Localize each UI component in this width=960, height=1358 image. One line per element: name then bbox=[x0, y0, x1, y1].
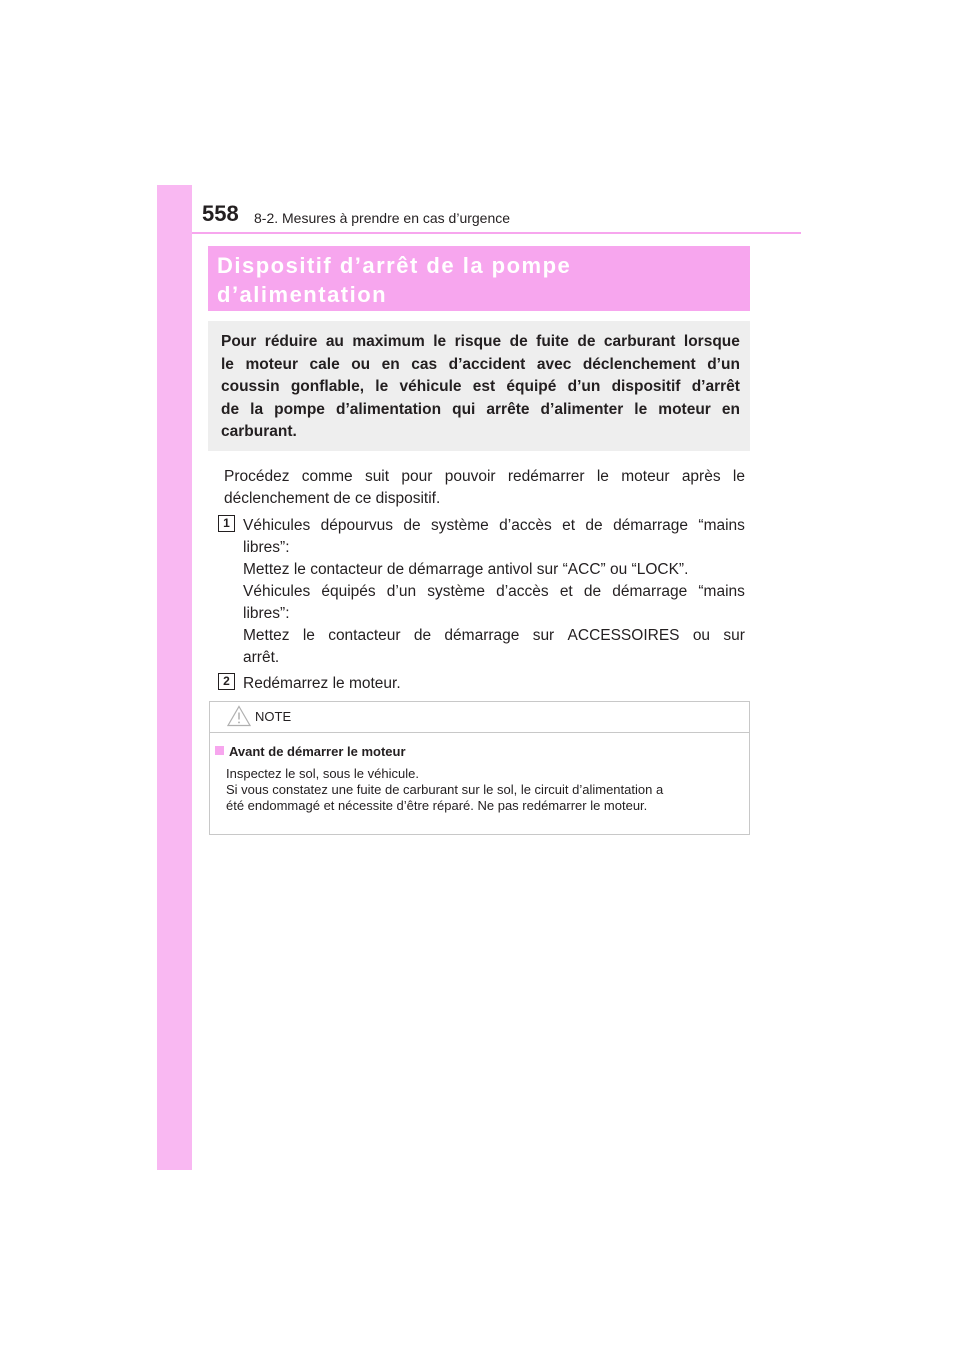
word: d’alimentation bbox=[335, 400, 442, 418]
step-1-line: Mettez le contacteur de démarrage antivol sur “ACC” ou “LOCK”. bbox=[243, 561, 689, 578]
word: d’alimenter bbox=[540, 400, 624, 418]
header-rule bbox=[192, 232, 801, 234]
step-1-line: libres”: bbox=[243, 605, 290, 622]
section-title: 8-2. Mesures à prendre en cas d’urgence bbox=[254, 210, 511, 226]
word: Mettez bbox=[243, 627, 290, 644]
word: d’un bbox=[567, 378, 601, 396]
word: Véhicules bbox=[243, 517, 311, 534]
word: le bbox=[634, 400, 648, 418]
word: maximum bbox=[352, 333, 425, 350]
word: dépourvus bbox=[320, 517, 393, 534]
note-text-line: Inspectez le sol, sous le véhicule. bbox=[226, 766, 419, 781]
word: de bbox=[509, 333, 528, 350]
word: de bbox=[583, 583, 602, 600]
word: le bbox=[433, 333, 447, 350]
word: déclenchement bbox=[582, 355, 696, 373]
word: Véhicules bbox=[243, 583, 311, 600]
intro-line bbox=[221, 331, 740, 354]
side-color-band bbox=[157, 185, 192, 1170]
word: de bbox=[577, 333, 596, 350]
word: le bbox=[732, 468, 745, 485]
word: cale bbox=[309, 355, 340, 373]
word: au bbox=[325, 333, 344, 350]
word: suit bbox=[364, 468, 390, 485]
word: redémarrer bbox=[507, 468, 585, 485]
word: la bbox=[250, 400, 264, 418]
word: lorsque bbox=[683, 333, 740, 350]
word: de bbox=[585, 517, 603, 534]
word: le bbox=[221, 355, 234, 373]
paragraph-line bbox=[224, 466, 745, 488]
word: d’un bbox=[707, 355, 740, 373]
word: sur bbox=[532, 627, 555, 644]
word: et bbox=[559, 583, 573, 600]
word: équipé bbox=[506, 378, 557, 396]
word: démarrage bbox=[613, 517, 689, 534]
word: d’accident bbox=[448, 355, 526, 373]
word: dispositif bbox=[611, 378, 681, 396]
word: de bbox=[413, 627, 432, 644]
step-1-line: libres”: bbox=[243, 539, 290, 556]
page-number: 558 bbox=[202, 201, 239, 226]
step-1-line bbox=[243, 515, 745, 537]
word: système bbox=[431, 517, 489, 534]
word: d’accès bbox=[496, 583, 549, 600]
step-1-badge: 1 bbox=[218, 515, 235, 532]
intro-line bbox=[221, 399, 740, 422]
word: démarrage bbox=[444, 627, 520, 644]
word: d’un bbox=[386, 583, 417, 600]
word: qui bbox=[452, 400, 476, 418]
note-item-title-text: Avant de démarrer le moteur bbox=[229, 744, 406, 759]
word: après bbox=[681, 468, 721, 485]
word: gonflable, bbox=[290, 378, 365, 396]
word: réduire bbox=[264, 333, 318, 350]
word: d’arrêt bbox=[691, 378, 740, 396]
word: le bbox=[375, 378, 389, 396]
intro-line bbox=[221, 354, 740, 377]
step-1-line bbox=[243, 625, 745, 647]
word: système bbox=[427, 583, 485, 600]
word: démarrage bbox=[612, 583, 688, 600]
word: “mains bbox=[698, 583, 745, 600]
word: arrête bbox=[486, 400, 530, 418]
note-text-line: été endommagé et nécessite d’être réparé. Ne pas redémarrer le moteur. bbox=[226, 798, 648, 813]
word: le bbox=[302, 627, 315, 644]
word: en bbox=[381, 355, 400, 373]
word: moteur bbox=[621, 468, 670, 485]
note-item-title bbox=[215, 744, 406, 760]
word: d’accès bbox=[499, 517, 552, 534]
note-header bbox=[210, 702, 749, 733]
square-bullet-icon bbox=[215, 746, 224, 755]
title-line-2: d’alimentation bbox=[217, 282, 388, 307]
word: fuite bbox=[536, 333, 569, 350]
word: “mains bbox=[698, 517, 745, 534]
word: cas bbox=[411, 355, 438, 373]
step-2-badge: 2 bbox=[218, 673, 235, 690]
word: Pour bbox=[221, 333, 257, 350]
intro-line bbox=[221, 376, 740, 399]
word: est bbox=[472, 378, 496, 396]
word: risque bbox=[454, 333, 502, 350]
step-2-line: Redémarrez le moteur. bbox=[243, 675, 401, 692]
word: coussin bbox=[221, 378, 280, 396]
warning-triangle-icon bbox=[227, 705, 251, 727]
word: comme bbox=[301, 468, 353, 485]
word: moteur bbox=[245, 355, 298, 373]
word: pouvoir bbox=[444, 468, 496, 485]
word: de bbox=[221, 400, 240, 418]
note-label: NOTE bbox=[255, 709, 292, 724]
word: véhicule bbox=[399, 378, 462, 396]
step-1-line bbox=[243, 581, 745, 603]
word: pour bbox=[401, 468, 433, 485]
word: contacteur bbox=[328, 627, 401, 644]
word: ou bbox=[351, 355, 371, 373]
word: équipés bbox=[321, 583, 376, 600]
paragraph-line: déclenchement de ce dispositif. bbox=[224, 490, 441, 507]
intro-box bbox=[208, 321, 750, 451]
note-text-line: Si vous constatez une fuite de carburant sur le sol, le circuit d’alimentation a bbox=[226, 782, 664, 797]
word: carburant bbox=[603, 333, 676, 350]
word: en bbox=[721, 400, 740, 418]
word: sur bbox=[723, 627, 745, 644]
word: et bbox=[562, 517, 576, 534]
note-box bbox=[209, 701, 750, 835]
word: moteur bbox=[658, 400, 711, 418]
word: pompe bbox=[274, 400, 325, 418]
word: ou bbox=[692, 627, 711, 644]
word: Procédez bbox=[224, 468, 290, 485]
word: ACCESSOIRES bbox=[567, 627, 680, 644]
word: avec bbox=[536, 355, 572, 373]
word: le bbox=[596, 468, 609, 485]
title-banner bbox=[208, 246, 750, 311]
intro-line: carburant. bbox=[221, 423, 297, 441]
step-1-line: arrêt. bbox=[243, 649, 280, 666]
title-line-1: Dispositif d’arrêt de la pompe bbox=[217, 253, 572, 278]
word: de bbox=[403, 517, 421, 534]
